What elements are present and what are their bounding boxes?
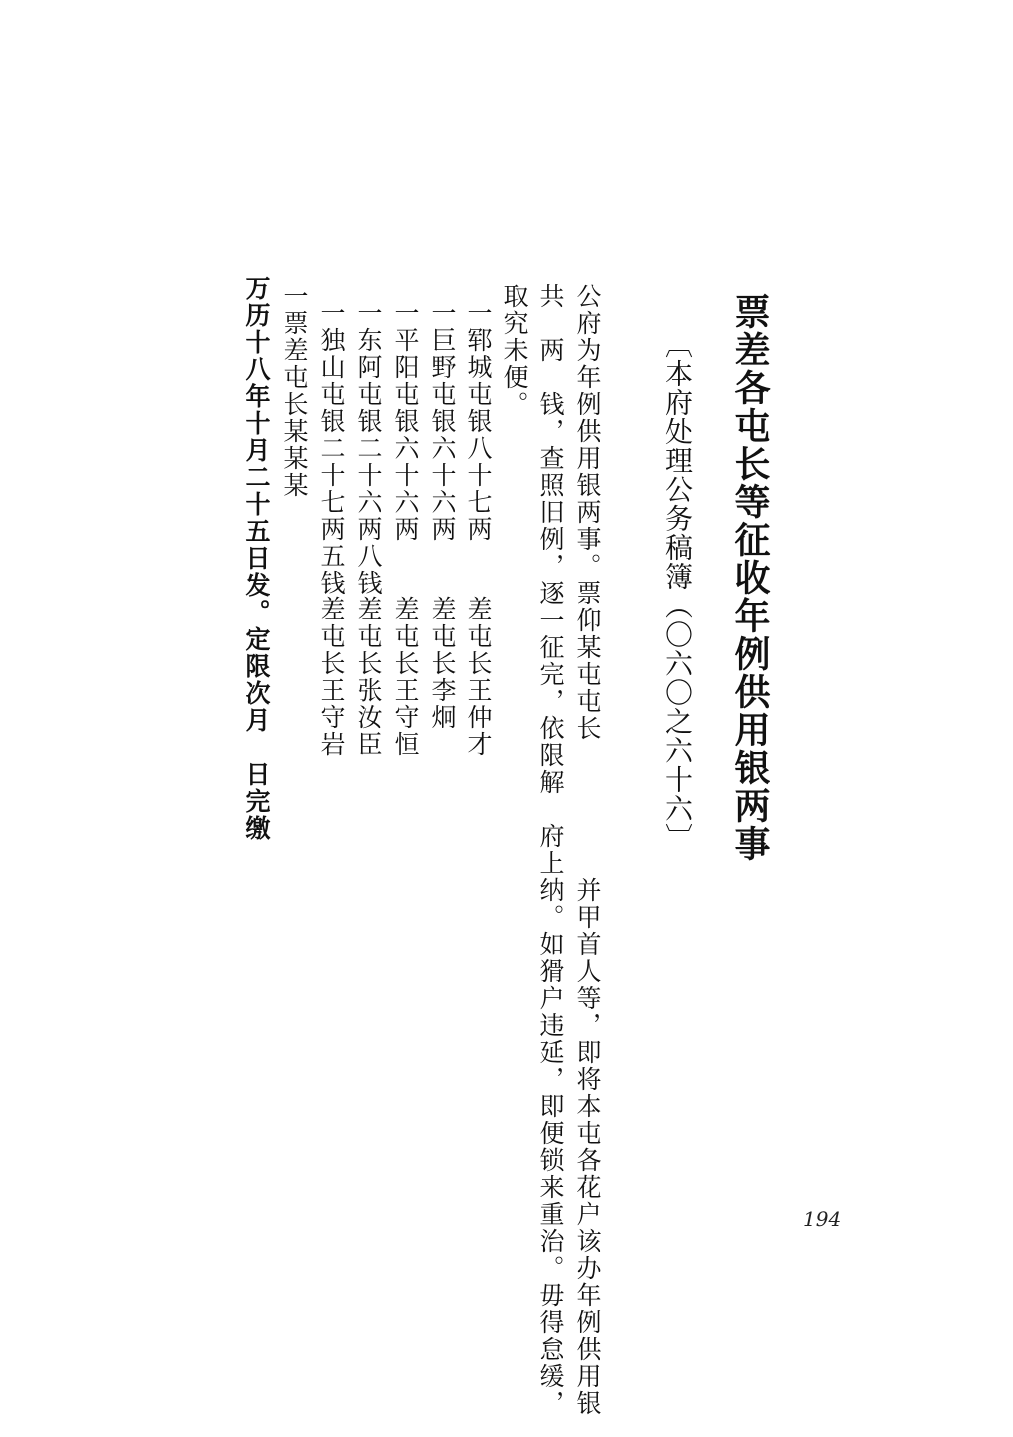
body-line: 共 两 钱，查照旧例，逐一征完，依限解 府上纳。如猾户违延，即便锁来重治。毋得怠缓，: [536, 283, 565, 1417]
tribute-item: 一郓城屯银八十七两: [464, 300, 493, 543]
tribute-official: 差屯长李炯: [428, 596, 457, 731]
tribute-item: 一平阳屯银六十六两: [391, 300, 420, 543]
page-number: 194: [803, 1207, 842, 1231]
tribute-official: 差屯长张汝臣: [354, 596, 383, 758]
document-title: 票差各屯长等征收年例供用银两事: [729, 293, 771, 863]
document-subtitle: 〔本府处理公务稿簿（〇六〇之六十六〕: [661, 330, 694, 852]
tribute-official: 差屯长王仲才: [464, 596, 493, 758]
tribute-official: 差屯长王守岩: [317, 596, 346, 758]
tribute-item: 一巨野屯银六十六两: [428, 300, 457, 543]
tribute-item: 一东阿屯银二十六两八钱: [354, 300, 383, 597]
tribute-official: 差屯长王守恒: [391, 596, 420, 758]
footer-name: 一票差屯长某某某: [280, 283, 309, 499]
body-line: 取究未便。: [500, 283, 529, 418]
footer-date: 万历十八年十月二十五日发。定限次月 日完缴: [242, 275, 271, 842]
body-line: 公府为年例供用银两事。票仰某屯屯长 并甲首人等，即将本屯各花户该办年例供用银: [573, 283, 602, 1417]
tribute-item: 一独山屯银二十七两五钱: [317, 300, 346, 597]
